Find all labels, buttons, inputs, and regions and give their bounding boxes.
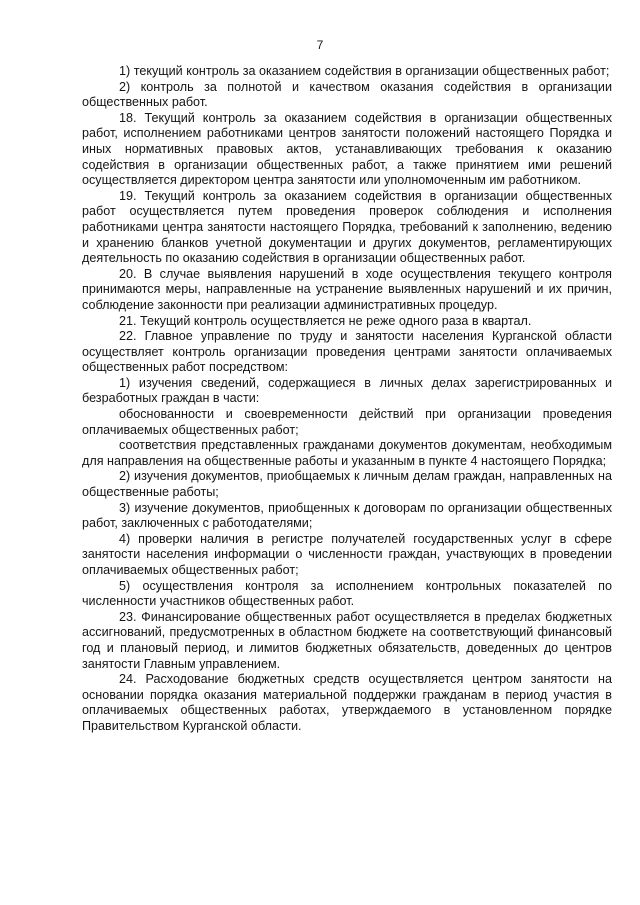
paragraph-22-item-1: 1) изучения сведений, содержащиеся в личных делах зарегистрированных и безработных граждан в части: bbox=[82, 375, 612, 406]
paragraph-22-item-2: 2) изучения документов, приобщаемых к личным делам граждан, направленных на общественные работы; bbox=[82, 469, 612, 500]
paragraph-24: 24. Расходование бюджетных средств осуществляется центром занятости на основании порядка оказания материальной поддержки гражданам в период участия в оплачиваемых общественных работах, утверждаемого в установленном порядке Правительством Курганской области. bbox=[82, 672, 612, 733]
paragraph-22: 22. Главное управление по труду и занятости населения Курганской области осуществляет контроль организации проведения центрами занятости оплачиваемых общественных работ посредством: bbox=[82, 329, 612, 375]
paragraph-22-item-5: 5) осуществления контроля за исполнением контрольных показателей по численности участников общественных работ. bbox=[82, 578, 612, 609]
paragraph-18: 18. Текущий контроль за оказанием содействия в организации общественных работ, исполнением работниками центров занятости положений настоящего Порядка и иных нормативных правовых актов, устанавливающих требования к оказанию содействия в организации общественных работ, а также принятием ими решений осуществляется директором центра занятости или уполномоченным им работником. bbox=[82, 110, 612, 188]
paragraph-21: 21. Текущий контроль осуществляется не реже одного раза в квартал. bbox=[119, 313, 532, 328]
paragraph-item-1: 1) текущий контроль за оказанием содействия в организации общественных работ; bbox=[119, 64, 610, 78]
paragraph-20: 20. В случае выявления нарушений в ходе осуществления текущего контроля принимаются меры, направленные на устранение выявленных нарушений и их причин, соблюдение законности при реализации административных процедур. bbox=[82, 266, 612, 312]
paragraph-22-item-4: 4) проверки наличия в регистре получателей государственных услуг в сфере занятости населения информации о численности граждан, участвующих в проведении оплачиваемых общественных работ; bbox=[82, 531, 612, 577]
paragraph-22-subitem-a: обоснованности и своевременности действий при организации проведения оплачиваемых общественных работ; bbox=[82, 407, 612, 437]
paragraph-23: 23. Финансирование общественных работ осуществляется в пределах бюджетных ассигнований, предусмотренных в областном бюджете на соответствующий финансовый год и плановый период, и лимитов бюджетных обязательств, доведенных до центров занятости Главным управлением. bbox=[82, 609, 612, 671]
paragraph-22-subitem-b: соответствия представленных гражданами документов документам, необходимым для направления на общественные работы и указанным в пункте 4 настоящего Порядка; bbox=[82, 438, 612, 468]
page-number: 7 bbox=[316, 38, 324, 52]
document-body bbox=[82, 64, 612, 735]
paragraph-19: 19. Текущий контроль за оказанием содействия в организации общественных работ осуществляется путем проведения проверок соблюдения и исполнения работниками центра занятости настоящего Порядка, требований к заполнению, ведению и хранению бланков учетной документации и других документов, регламентирующих деятельность по оказанию содействия в организации общественных работ. bbox=[82, 188, 612, 266]
paragraph-item-2: 2) контроль за полнотой и качеством оказания содействия в организации общественных работ. bbox=[82, 79, 612, 110]
paragraph-22-item-3: 3) изучение документов, приобщенных к договорам по организации общественных работ, заключенных с работодателями; bbox=[82, 500, 612, 531]
